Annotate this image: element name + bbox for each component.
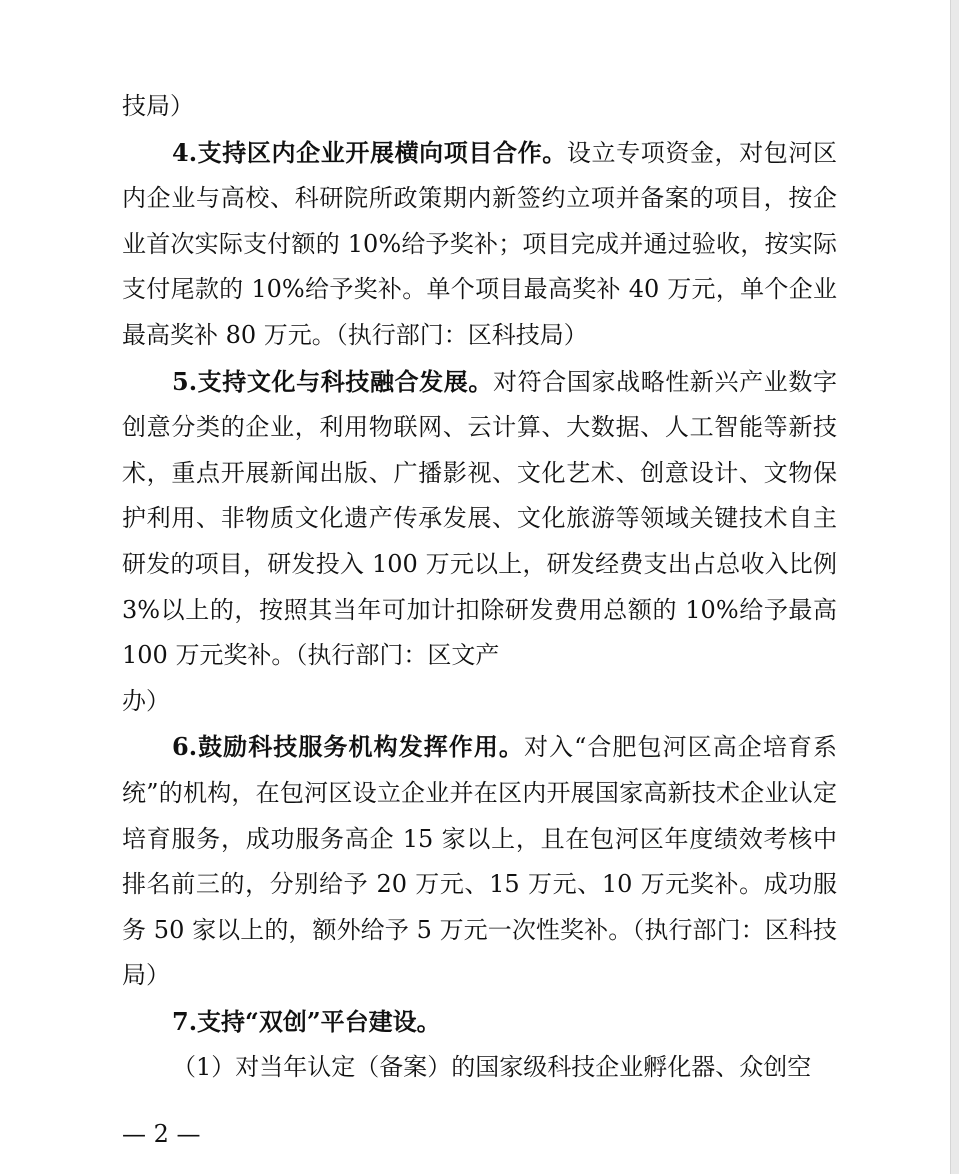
item-5-text: 对符合国家战略性新兴产业数字创意分类的企业，利用物联网、云计算、大数据、人工智能等新技术，重点开展新闻出版、广播影视、文化艺术、创意设计、文物保护利用、非物质文化遗产传承发展、文化旅游等领域关键技术自主研发的项目，研发投入 100 万元以上，研发经费支出占总收入比例 3%以上的，按照其当年可加计扣除研发费用总额的 10%给予最高 100 万元奖补。（执行部门：区文产 <box>122 367 837 670</box>
item-7-heading: 7.支持“双创”平台建设。 <box>172 1006 441 1036</box>
paragraph-item-5-tail <box>122 679 837 725</box>
paragraph-item-7 <box>122 999 837 1046</box>
item-6-heading: 6.鼓励科技服务机构发挥作用。 <box>172 732 524 762</box>
paragraph-item-5 <box>122 359 837 679</box>
paragraph-item-7-1 <box>122 1045 837 1091</box>
paragraph-continuation <box>122 84 837 130</box>
item-7-1-text: （1）对当年认定（备案）的国家级科技企业孵化器、众创空 <box>172 1053 812 1082</box>
paragraph-item-6 <box>122 724 837 999</box>
paragraph-text: 技局） <box>122 92 194 120</box>
item-5-tail-text: 办） <box>122 686 170 715</box>
item-6-text: 对入“合肥包河区高企培育系统”的机构，在包河区设立企业并在区内开展国家高新技术企业认定培育服务，成功服务高企 15 家以上，且在包河区年度绩效考核中排名前三的，分别给予 20 万元、15 万元、10 万元奖补。成功服务 50 家以上的，额外给予 5 万元一次性奖补。（执行部门：区科技局） <box>122 733 837 990</box>
page-number: — 2 — <box>122 1120 201 1148</box>
paragraph-item-4 <box>122 130 837 359</box>
item-4-heading: 4.支持区内企业开展横向项目合作。 <box>172 137 567 167</box>
document-body <box>122 84 837 1091</box>
item-4-text: 设立专项资金，对包河区内企业与高校、科研院所政策期内新签约立项并备案的项目，按企业首次实际支付额的 10%给予奖补；项目完成并通过验收，按实际支付尾款的 10%给予奖补。单个项目最高奖补 40 万元，单个企业最高奖补 80 万元。（执行部门：区科技局） <box>122 138 838 349</box>
item-5-heading: 5.支持文化与科技融合发展。 <box>172 366 494 396</box>
